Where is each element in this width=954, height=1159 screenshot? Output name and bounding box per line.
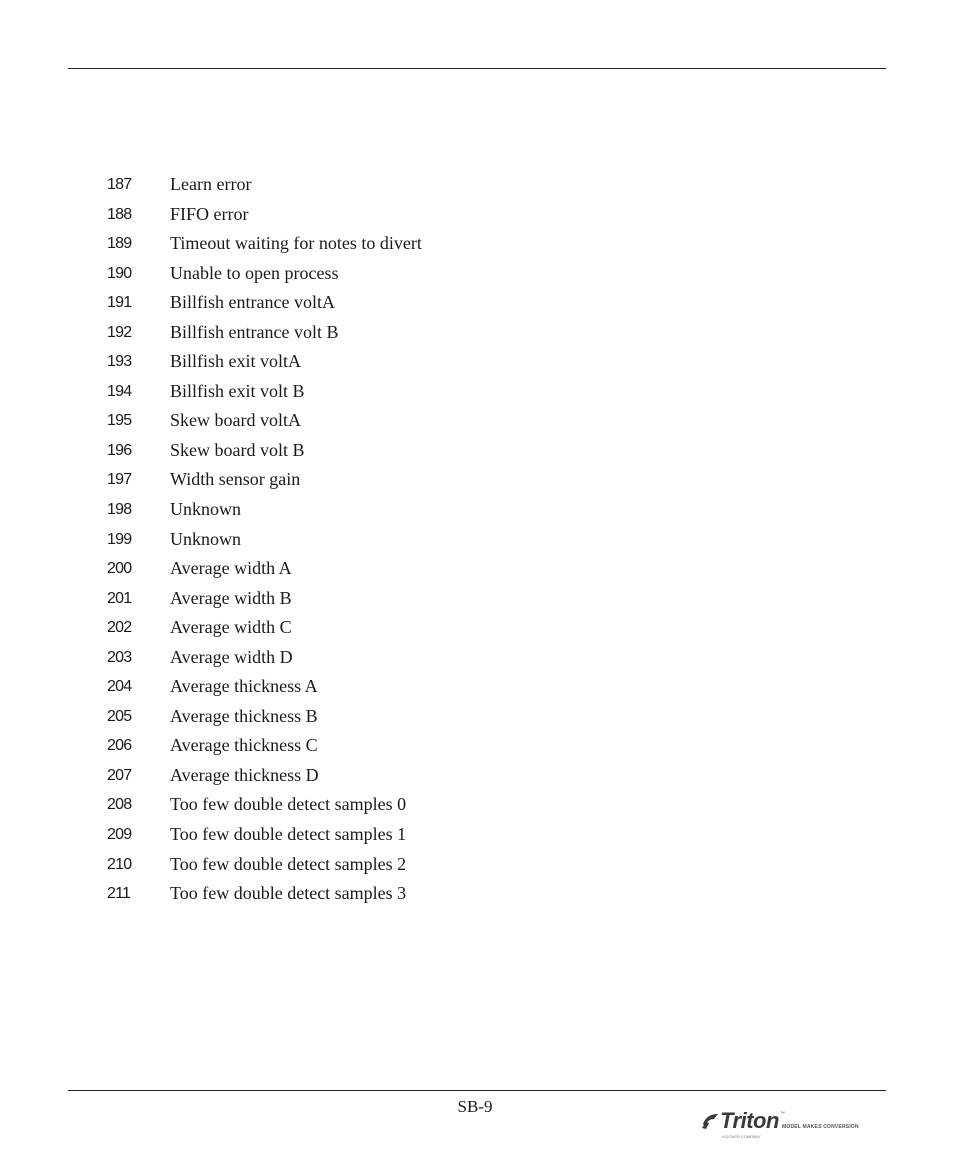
list-item (0, 346, 954, 376)
footer-rule (68, 1090, 886, 1091)
error-description: FIFO error (170, 203, 249, 224)
error-description: Average thickness C (170, 735, 318, 756)
list-item (0, 287, 954, 317)
list-item (0, 258, 954, 288)
error-code: 199 (107, 530, 132, 548)
error-description: Average width C (170, 617, 292, 638)
triton-logo (698, 1108, 862, 1142)
error-description: Unknown (170, 499, 241, 520)
list-item (0, 199, 954, 229)
error-description: Skew board volt B (170, 439, 305, 460)
error-description: Skew board voltA (170, 410, 301, 431)
list-item (0, 494, 954, 524)
page-number-label: SB-9 (457, 1097, 493, 1116)
list-item (0, 435, 954, 465)
logo-tagline: MODEL MAKES CONVERSION (782, 1124, 859, 1130)
error-code: 201 (107, 589, 132, 607)
error-description: Billfish entrance voltA (170, 292, 335, 313)
list-item (0, 642, 954, 672)
list-item (0, 317, 954, 347)
error-description: Unknown (170, 528, 241, 549)
list-item (0, 789, 954, 819)
logo-subline: A DOVER COMPANY (722, 1134, 761, 1139)
error-description: Learn error (170, 174, 252, 194)
logo-wordmark: Triton (720, 1108, 779, 1133)
list-item (0, 169, 954, 199)
list-item (0, 671, 954, 701)
list-item (0, 849, 954, 879)
error-description: Average width B (170, 587, 292, 608)
list-item (0, 701, 954, 731)
error-code: 206 (107, 737, 132, 755)
error-description: Average thickness B (170, 705, 318, 726)
list-item (0, 553, 954, 583)
list-item (0, 583, 954, 613)
error-code: 208 (107, 796, 132, 814)
error-code: 190 (107, 264, 132, 282)
error-code: 187 (107, 176, 132, 193)
error-description: Billfish entrance volt B (170, 321, 339, 342)
error-code: 198 (107, 501, 132, 519)
error-description: Too few double detect samples 0 (170, 794, 407, 815)
list-item (0, 612, 954, 642)
error-code: 188 (107, 205, 132, 223)
error-code: 192 (107, 323, 132, 341)
error-description: Average thickness A (170, 676, 318, 697)
error-code-list (0, 169, 954, 908)
error-description: Too few double detect samples 3 (170, 883, 407, 904)
error-code: 200 (107, 560, 132, 578)
error-code: 211 (107, 885, 131, 903)
logo-trademark: ™ (780, 1111, 785, 1117)
error-code: 196 (107, 441, 132, 459)
list-item (0, 730, 954, 760)
error-description: Timeout waiting for notes to divert (170, 233, 422, 254)
error-code: 191 (107, 294, 132, 312)
error-description: Average width D (170, 646, 293, 667)
error-code: 207 (107, 766, 132, 784)
error-code: 202 (107, 619, 132, 637)
error-code: 197 (107, 471, 132, 489)
error-code: 195 (107, 412, 132, 430)
error-description: Average width A (170, 558, 292, 579)
error-code: 189 (107, 235, 132, 253)
error-description: Too few double detect samples 1 (170, 824, 407, 845)
error-description: Billfish exit voltA (170, 351, 302, 372)
list-item (0, 524, 954, 554)
error-description: Unable to open process (170, 262, 339, 283)
error-description: Average thickness D (170, 764, 319, 785)
error-code: 194 (107, 382, 132, 400)
list-item (0, 405, 954, 435)
header-rule (68, 68, 886, 69)
error-code: 205 (107, 707, 132, 725)
list-item (0, 228, 954, 258)
list-item (0, 878, 954, 908)
error-code: 210 (107, 855, 132, 873)
error-code: 203 (107, 648, 132, 666)
list-item (0, 760, 954, 790)
list-item (0, 376, 954, 406)
error-description: Width sensor gain (170, 469, 301, 490)
triton-logo-icon (700, 1111, 720, 1131)
list-item (0, 819, 954, 849)
error-code: 204 (107, 678, 132, 696)
error-code: 193 (107, 353, 132, 371)
error-description: Too few double detect samples 2 (170, 853, 407, 874)
error-code: 209 (107, 826, 132, 844)
error-description: Billfish exit volt B (170, 380, 305, 401)
list-item (0, 464, 954, 494)
